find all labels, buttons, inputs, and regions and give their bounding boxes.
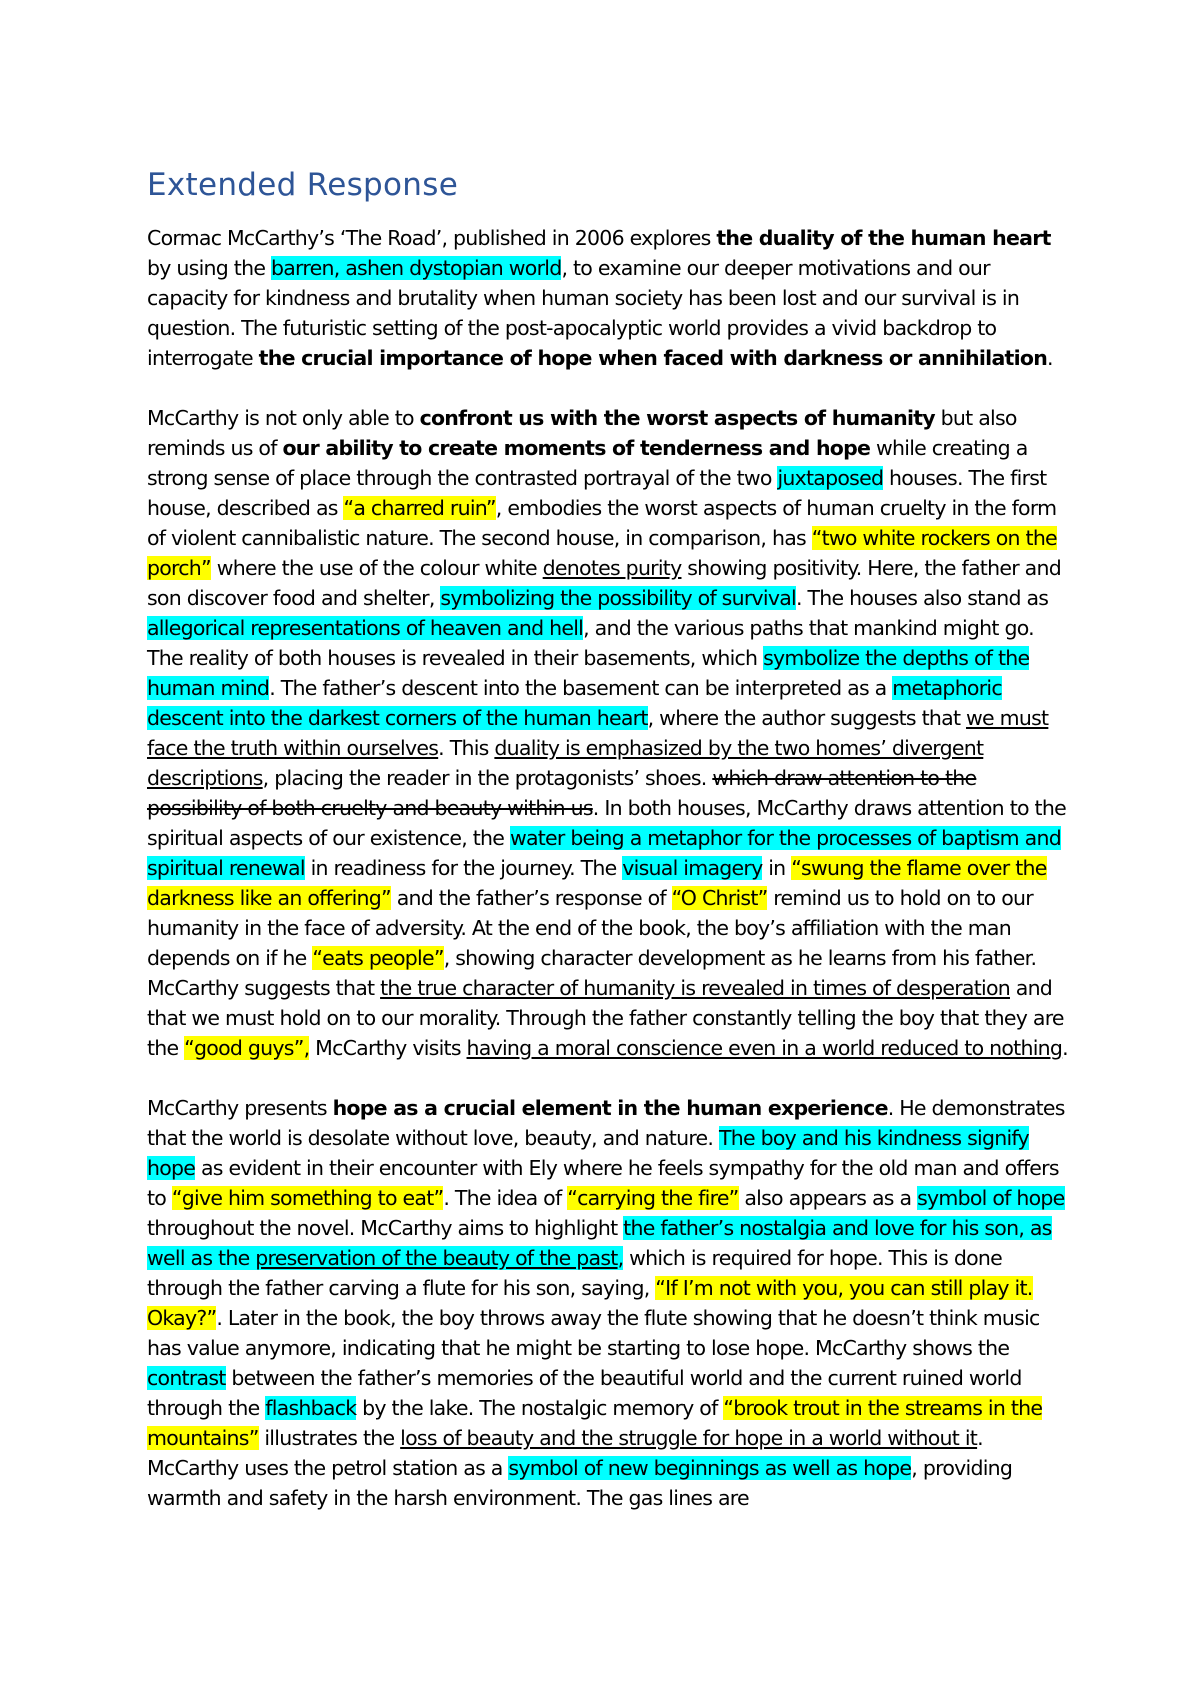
text-run: . The father’s descent into the basement can be interpreted as a [269,676,893,700]
quoted-evidence: “a charred ruin” [343,496,496,520]
text-run: by using the [147,256,271,280]
paragraph [147,223,1072,373]
quoted-evidence: “two white rockers on the porch” [147,526,1057,580]
highlighted-text: preservation of the beauty of the past [255,1246,618,1270]
text-run: while creating a strong sense of place through the contrasted portrayal of the two [147,436,1028,490]
text-run: . [1062,1036,1068,1060]
text-run: and that we must hold on to our morality. Through the father constantly telling the boy that they are the [147,976,1064,1060]
text-run: throughout the novel. McCarthy aims to highlight [147,1216,624,1240]
document-title: Extended Response [147,167,459,203]
quoted-evidence: “swung the flame over the darkness like an offering” [147,856,1047,910]
quoted-evidence: “eats people” [312,946,444,970]
text-run: remind us to hold on to our humanity in the face of adversity. At the end of the book, the boy’s affiliation with the man depends on if he [147,886,1033,970]
text-run: . In both houses, McCarthy draws attention to the spiritual aspects of our existence, the [147,796,1066,850]
text-run: McCarthy is not only able to [147,406,420,430]
text-run: houses. The first house, described as [147,466,1047,520]
text-run: , showing character development as he learns from his father. McCarthy suggests that [147,946,1037,1000]
text-run: in [762,856,792,880]
text-run: Cormac McCarthy’s ‘The Road’, published in 2006 explores [147,226,717,250]
text-run: also appears as a [738,1186,918,1210]
highlighted-text: contrast [147,1366,226,1390]
text-run: , embodies the worst aspects of human cruelty in the form of violent cannibalistic nature. The second house, in comparison, has [147,496,1057,550]
text-run: where the use of the colour white [210,556,543,580]
highlighted-text: The boy and his kindness signify hope [147,1126,1029,1180]
underlined-text: having a moral conscience even in a world reduced to nothing [466,1036,1063,1060]
quoted-evidence: “O Christ” [671,886,768,910]
text-run: and the father’s response of [390,886,672,910]
quoted-evidence: “brook trout in the streams in the mountains” [147,1396,1043,1450]
highlighted-text: symbol of hope [917,1186,1065,1210]
bold-text: hope as a crucial element in the human experience [332,1096,888,1120]
quoted-evidence: “If I’m not with you, you can still play it. Okay?” [147,1276,1033,1330]
quoted-evidence: “good guys”, [184,1036,310,1060]
text-run: McCarthy visits [309,1036,467,1060]
text-run: in readiness for the journey. The [304,856,623,880]
text-run: . The houses also stand as [796,586,1049,610]
highlighted-text: the father’s nostalgia and love for his son, as well as the [147,1216,1052,1270]
highlighted-text: symbol of new beginnings as well as hope [508,1456,912,1480]
text-run: , and the various paths that mankind might go. The reality of both houses is revealed in their basements, which [147,616,1034,670]
highlighted-text: symbolizing the possibility of survival [440,586,796,610]
highlighted-text: visual imagery [622,856,763,880]
text-run: . The idea of [443,1186,568,1210]
text-run: but also reminds us of [147,406,1017,460]
bold-text: confront us with the worst aspects of humanity [419,406,935,430]
quoted-evidence: “carrying the fire” [567,1186,739,1210]
text-run: , to examine our deeper motivations and our capacity for kindness and brutality when human society has been lost and our survival is in question. The futuristic setting of the post-apocalyptic world provides a vivid backdrop to interrogate [147,256,1020,370]
highlighted-text: water being a metaphor for the processes of baptism and spiritual renewal [147,826,1061,880]
text-run: . Later in the book, the boy throws away the flute showing that he doesn’t think music has value anymore, indicating that he might be starting to lose hope. McCarthy shows the [147,1306,1040,1360]
document-body [147,165,1072,1543]
highlighted-text: juxtaposed [777,466,884,490]
underlined-text: loss of beauty and the struggle for hope in a world without it [400,1426,978,1450]
text-run: McCarthy presents [147,1096,333,1120]
highlighted-text: flashback [265,1396,357,1420]
struck-text: which draw attention to the possibility of both cruelty and beauty within us [147,766,977,820]
highlighted-text: barren, ashen dystopian world [270,256,562,280]
underlined-text: the true character of humanity is revealed in times of desperation [380,976,1010,1000]
bold-text: our ability to create moments of tenderness and hope [282,436,871,460]
highlighted-text: metaphoric descent into the darkest corners of the human heart [147,676,1002,730]
text-run: which is required for hope. This is done through the father carving a flute for his son, saying, [147,1246,1003,1300]
text-run: , providing warmth and safety in the harsh environment. The gas lines are [147,1456,1013,1510]
text-run: as evident in their encounter with Ely where he feels sympathy for the old man and offers to [147,1156,1059,1210]
paragraph [147,403,1072,1063]
text-run: , placing the reader in the protagonists’ shoes. [262,766,713,790]
highlighted-text: symbolize the depths of the human mind [147,646,1030,700]
text-run: between the father’s memories of the beautiful world and the current ruined world through the [147,1366,1022,1420]
underlined-text: denotes purity [542,556,682,580]
bold-text: the crucial importance of hope when faced with darkness or annihilation [258,346,1048,370]
highlighted-text: , [617,1246,624,1270]
bold-text: the duality of the human heart [716,226,1051,250]
quoted-evidence: “give him something to eat” [171,1186,444,1210]
underlined-text: we must face the truth within ourselves [147,706,1049,760]
text-run: . McCarthy uses the petrol station as a [147,1426,983,1480]
text-run: , where the author suggests that [647,706,967,730]
highlighted-text: allegorical representations of heaven and hell [147,616,584,640]
underlined-text: duality is emphasized by the two homes’ divergent descriptions [147,736,984,790]
text-run: . [1047,346,1053,370]
text-run: showing positivity. Here, the father and son discover food and shelter, [147,556,1061,610]
text-run: illustrates the [258,1426,401,1450]
paragraph [147,1093,1072,1513]
text-run: . This [438,736,495,760]
text-run: by the lake. The nostalgic memory of [356,1396,724,1420]
text-run: . He demonstrates that the world is desolate without love, beauty, and nature. [147,1096,1065,1150]
